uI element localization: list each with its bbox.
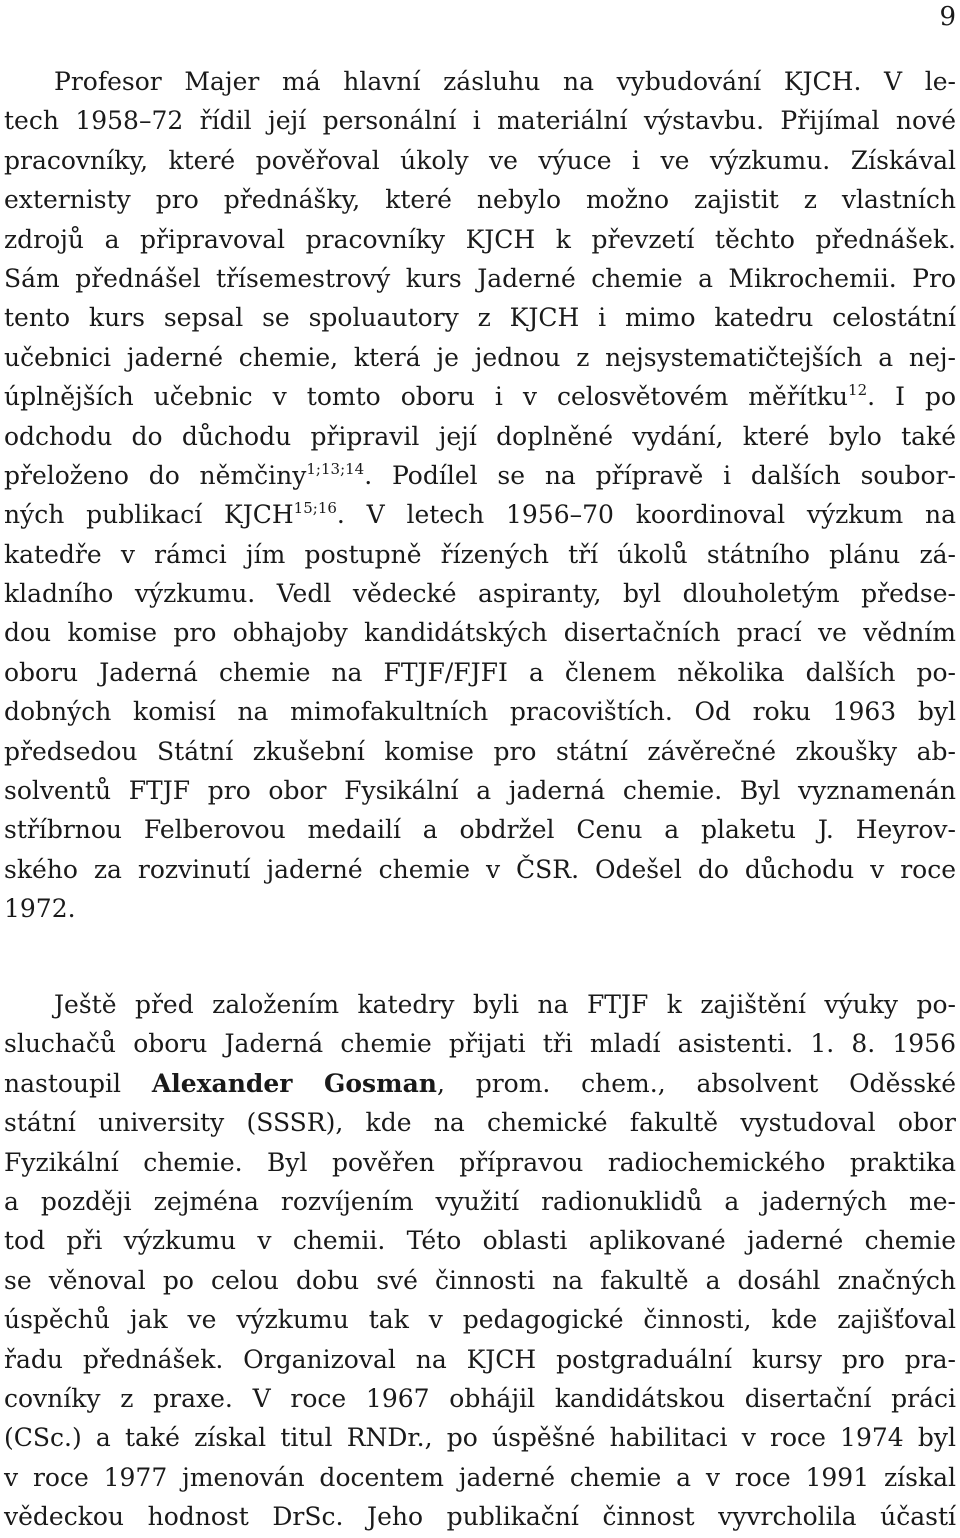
line-text: . Podílel se na přípravě i dalších soubor- [364,460,956,490]
line-text: úplnějších učebnic v tomto oboru i v celosvětovém měřítku [4,382,849,412]
text-line: pracovníky, které pověřoval úkoly ve výuce i ve výzkumu. Získával [4,145,956,175]
citation-superscript: 1;13;14 [306,459,365,478]
text-line: (CSc.) a také získal titul RNDr., po úspěšné habilitaci v roce 1974 byl [4,1423,956,1453]
text-line: tod při výzkumu v chemii. Této oblasti aplikované jaderné chemie [4,1226,956,1256]
text-line: předsedou Státní zkušební komise pro státní závěrečné zkoušky ab- [4,736,956,766]
text-line: ského za rozvinutí jaderné chemie v ČSR. Odešel do důchodu v roce [4,854,956,884]
text-line: tento kurs sepsal se spoluautory z KJCH i mimo katedru celostátní [4,303,956,333]
text-line: řadu přednášek. Organizoval na KJCH postgraduální kursy pro pra- [4,1344,956,1374]
text-line: stříbrnou Felberovou medailí a obdržel Cenu a plaketu J. Heyrov- [4,815,956,845]
text-line: dobných komisí na mimofakultních pracovištích. Od roku 1963 byl [4,697,956,727]
text-line: solventů FTJF pro obor Fysikální a jaderná chemie. Byl vyznamenán [4,776,956,806]
line-text: ných publikací KJCH [4,500,294,530]
line-text: . V letech 1956–70 koordinoval výzkum na [336,500,957,530]
text-line: úspěchů jak ve výzkumu tak v pedagogické činnosti, kde zajišťoval [4,1305,956,1335]
line-text: . I po [867,382,956,412]
paragraph-2 [4,985,956,1536]
text-line: a později zejména rozvíjením využití radionuklidů a jaderných me- [4,1186,956,1216]
line-text: nastoupil [4,1068,152,1098]
text-line: se věnoval po celou dobu své činnosti na fakultě a dosáhl značných [4,1265,956,1295]
text-line: Ještě před založením katedry byli na FTJF k zajištění výuky po- [54,990,956,1019]
line-text: , prom. chem., absolvent Oděsské [436,1068,956,1098]
text-line: tech 1958–72 řídil její personální i materiální výstavbu. Přijímal nové [4,106,956,136]
line-text: přeloženo do němčiny [4,460,307,490]
text-line: oboru Jaderná chemie na FTJF/FJFI a členem několika dalších po- [4,657,956,687]
text-line [4,456,956,495]
citation-superscript: 12 [848,381,868,400]
paragraph-1 [4,62,956,929]
text-line [4,377,956,416]
page-number: 9 [939,2,956,32]
text-line: Profesor Majer má hlavní zásluhu na vybudování KJCH. V le- [54,67,956,96]
text-line: vědeckou hodnost DrSc. Jeho publikační činnost vyvrcholila účastí [4,1502,956,1532]
text-line: dou komise pro obhajoby kandidátských disertačních prací ve vědním [4,618,956,648]
text-line: učebnici jaderné chemie, která je jednou z nejsystematičtejších a nej- [4,342,956,372]
text-line: zdrojů a připravoval pracovníky KJCH k převzetí těchto přednášek. [4,224,956,254]
text-line: státní university (SSSR), kde na chemické fakultě vystudoval obor [4,1108,956,1138]
text-line: katedře v rámci jím postupně řízených tří úkolů státního plánu zá- [4,539,956,569]
person-name: Alexander Gosman [151,1068,437,1098]
text-line [4,495,956,534]
text-line: Sám přednášel třísemestrový kurs Jaderné chemie a Mikrochemii. Pro [4,263,956,293]
text-line: v roce 1977 jmenován docentem jaderné chemie a v roce 1991 získal [4,1462,956,1492]
text-line: odchodu do důchodu připravil její doplněné vydání, které bylo také [4,421,956,451]
text-line: externisty pro přednášky, které nebylo možno zajistit z vlastních [4,185,956,215]
text-line [4,1064,956,1103]
text-line: covníky z praxe. V roce 1967 obhájil kandidátskou disertační práci [4,1383,956,1413]
text-line: sluchačů oboru Jaderná chemie přijati tři mladí asistenti. 1. 8. 1956 [4,1029,956,1059]
text-line: Fyzikální chemie. Byl pověřen přípravou radiochemického praktika [4,1147,956,1177]
citation-superscript: 15;16 [293,499,337,518]
text-line: 1972. [4,894,76,924]
text-line: kladního výzkumu. Vedl vědecké aspiranty, byl dlouholetým předse- [4,579,956,609]
